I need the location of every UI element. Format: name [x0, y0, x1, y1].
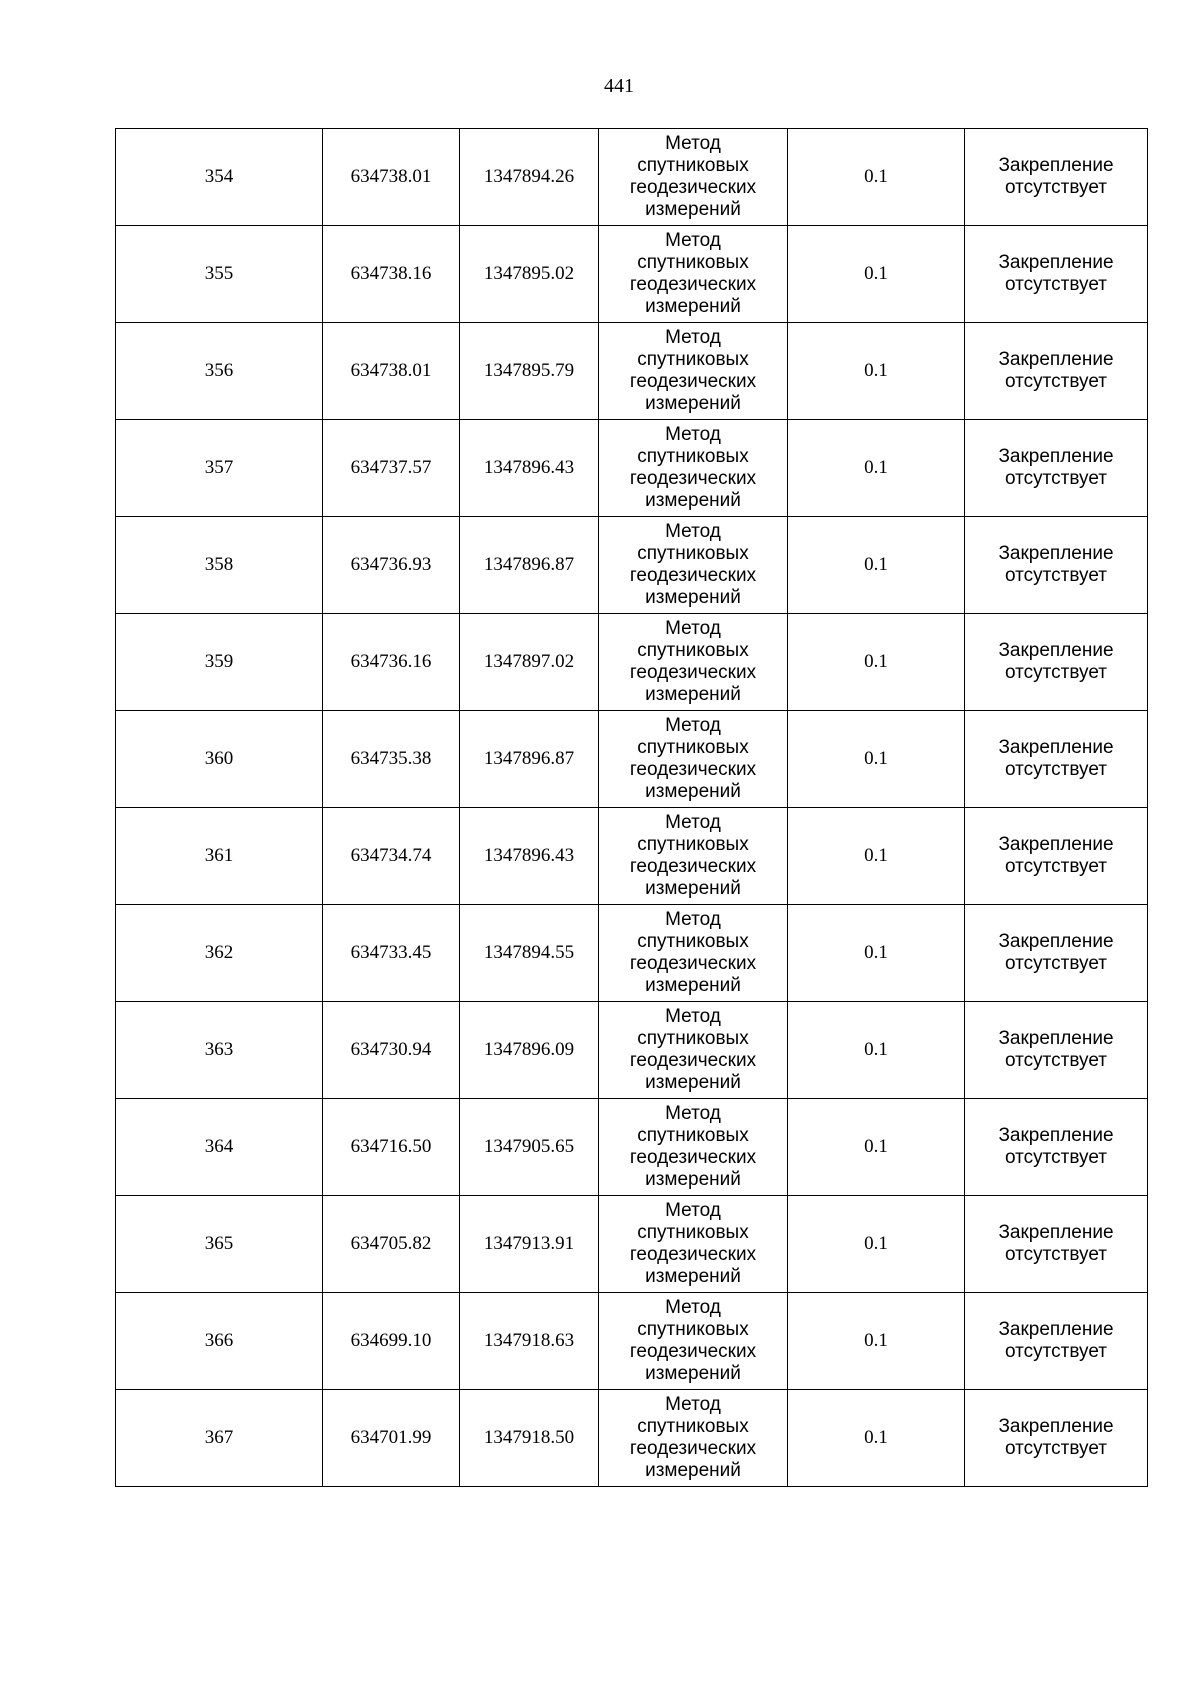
fixing-cell [965, 1390, 1148, 1487]
method-line: спутниковых [637, 1222, 749, 1243]
method-cell [599, 517, 788, 614]
y-coordinate-cell: 1347896.87 [460, 517, 599, 614]
fixing-line: Закрепление [998, 1416, 1114, 1437]
fixing-line: Закрепление [998, 737, 1114, 758]
accuracy-cell: 0.1 [788, 1099, 965, 1196]
fixing-line: отсутствует [1005, 468, 1107, 489]
y-coordinate-cell: 1347918.50 [460, 1390, 599, 1487]
fixing-line: Закрепление [998, 446, 1114, 467]
fixing-cell [965, 129, 1148, 226]
point-number-cell: 354 [116, 129, 323, 226]
table-row [116, 614, 1148, 711]
method-line: геодезических [629, 468, 757, 489]
fixing-line: отсутствует [1005, 759, 1107, 780]
fixing-line: отсутствует [1005, 1341, 1107, 1362]
table-row [116, 1196, 1148, 1293]
fixing-line: Закрепление [998, 1028, 1114, 1049]
method-line: измерений [645, 1072, 741, 1093]
fixing-cell [965, 1196, 1148, 1293]
fixing-cell [965, 420, 1148, 517]
y-coordinate-cell: 1347913.91 [460, 1196, 599, 1293]
fixing-line: отсутствует [1005, 856, 1107, 877]
x-coordinate-cell: 634701.99 [323, 1390, 460, 1487]
method-line: геодезических [629, 759, 757, 780]
fixing-line: Закрепление [998, 1125, 1114, 1146]
method-cell [599, 711, 788, 808]
method-line: измерений [645, 199, 741, 220]
method-cell [599, 323, 788, 420]
point-number-cell: 359 [116, 614, 323, 711]
x-coordinate-cell: 634736.93 [323, 517, 460, 614]
table-row [116, 808, 1148, 905]
method-cell [599, 1293, 788, 1390]
method-line: спутниковых [637, 446, 749, 467]
table-row [116, 905, 1148, 1002]
method-cell [599, 1002, 788, 1099]
fixing-line: отсутствует [1005, 1147, 1107, 1168]
method-cell [599, 129, 788, 226]
method-line: измерений [645, 490, 741, 511]
y-coordinate-cell: 1347894.26 [460, 129, 599, 226]
x-coordinate-cell: 634733.45 [323, 905, 460, 1002]
fixing-line: отсутствует [1005, 177, 1107, 198]
method-line: измерений [645, 975, 741, 996]
point-number-cell: 355 [116, 226, 323, 323]
method-cell [599, 420, 788, 517]
method-line: спутниковых [637, 834, 749, 855]
accuracy-cell: 0.1 [788, 323, 965, 420]
method-line: измерений [645, 1460, 741, 1481]
fixing-cell [965, 1099, 1148, 1196]
method-line: измерений [645, 878, 741, 899]
x-coordinate-cell: 634734.74 [323, 808, 460, 905]
method-line: спутниковых [637, 1319, 749, 1340]
method-line: геодезических [629, 1438, 757, 1459]
point-number-cell: 357 [116, 420, 323, 517]
method-line: спутниковых [637, 1028, 749, 1049]
method-line: Метод [665, 521, 721, 542]
fixing-line: отсутствует [1005, 662, 1107, 683]
x-coordinate-cell: 634730.94 [323, 1002, 460, 1099]
fixing-cell [965, 614, 1148, 711]
method-cell [599, 808, 788, 905]
fixing-cell [965, 517, 1148, 614]
method-line: спутниковых [637, 543, 749, 564]
fixing-cell [965, 905, 1148, 1002]
accuracy-cell: 0.1 [788, 1293, 965, 1390]
y-coordinate-cell: 1347897.02 [460, 614, 599, 711]
method-line: спутниковых [637, 349, 749, 370]
method-line: спутниковых [637, 1416, 749, 1437]
point-number-cell: 362 [116, 905, 323, 1002]
fixing-line: отсутствует [1005, 1050, 1107, 1071]
fixing-line: Закрепление [998, 834, 1114, 855]
fixing-cell [965, 1002, 1148, 1099]
fixing-cell [965, 226, 1148, 323]
method-line: Метод [665, 424, 721, 445]
fixing-line: Закрепление [998, 349, 1114, 370]
accuracy-cell: 0.1 [788, 711, 965, 808]
method-line: геодезических [629, 953, 757, 974]
method-line: измерений [645, 1363, 741, 1384]
accuracy-cell: 0.1 [788, 420, 965, 517]
point-number-cell: 363 [116, 1002, 323, 1099]
method-cell [599, 1196, 788, 1293]
fixing-cell [965, 1293, 1148, 1390]
point-number-cell: 364 [116, 1099, 323, 1196]
method-cell [599, 905, 788, 1002]
y-coordinate-cell: 1347896.43 [460, 420, 599, 517]
method-line: геодезических [629, 565, 757, 586]
fixing-line: отсутствует [1005, 274, 1107, 295]
table-row [116, 226, 1148, 323]
method-line: геодезических [629, 371, 757, 392]
point-number-cell: 356 [116, 323, 323, 420]
method-line: измерений [645, 684, 741, 705]
x-coordinate-cell: 634738.16 [323, 226, 460, 323]
method-line: Метод [665, 230, 721, 251]
x-coordinate-cell: 634735.38 [323, 711, 460, 808]
table-row [116, 711, 1148, 808]
method-line: измерений [645, 393, 741, 414]
fixing-line: отсутствует [1005, 1438, 1107, 1459]
accuracy-cell: 0.1 [788, 808, 965, 905]
method-line: спутниковых [637, 737, 749, 758]
fixing-line: отсутствует [1005, 371, 1107, 392]
method-cell [599, 614, 788, 711]
point-number-cell: 358 [116, 517, 323, 614]
fixing-line: отсутствует [1005, 565, 1107, 586]
x-coordinate-cell: 634738.01 [323, 129, 460, 226]
fixing-line: отсутствует [1005, 953, 1107, 974]
method-line: спутниковых [637, 931, 749, 952]
table-row [116, 129, 1148, 226]
method-cell [599, 1390, 788, 1487]
point-number-cell: 365 [116, 1196, 323, 1293]
fixing-line: Закрепление [998, 543, 1114, 564]
method-line: геодезических [629, 1050, 757, 1071]
table-row [116, 1002, 1148, 1099]
accuracy-cell: 0.1 [788, 905, 965, 1002]
y-coordinate-cell: 1347895.02 [460, 226, 599, 323]
method-line: геодезических [629, 274, 757, 295]
method-line: Метод [665, 909, 721, 930]
point-number-cell: 366 [116, 1293, 323, 1390]
fixing-cell [965, 323, 1148, 420]
x-coordinate-cell: 634736.16 [323, 614, 460, 711]
method-line: спутниковых [637, 252, 749, 273]
method-line: Метод [665, 1006, 721, 1027]
method-line: геодезических [629, 1244, 757, 1265]
y-coordinate-cell: 1347896.43 [460, 808, 599, 905]
coordinates-table [115, 128, 1148, 1487]
method-line: измерений [645, 296, 741, 317]
method-line: спутниковых [637, 640, 749, 661]
y-coordinate-cell: 1347918.63 [460, 1293, 599, 1390]
method-line: Метод [665, 327, 721, 348]
method-line: спутниковых [637, 1125, 749, 1146]
method-line: спутниковых [637, 155, 749, 176]
method-line: геодезических [629, 856, 757, 877]
fixing-line: Закрепление [998, 931, 1114, 952]
method-line: геодезических [629, 177, 757, 198]
method-line: Метод [665, 1200, 721, 1221]
fixing-line: Закрепление [998, 640, 1114, 661]
method-cell [599, 1099, 788, 1196]
table-row [116, 517, 1148, 614]
fixing-line: Закрепление [998, 1319, 1114, 1340]
accuracy-cell: 0.1 [788, 1002, 965, 1099]
method-line: Метод [665, 1394, 721, 1415]
table-row [116, 1099, 1148, 1196]
point-number-cell: 361 [116, 808, 323, 905]
method-cell [599, 226, 788, 323]
method-line: измерений [645, 1169, 741, 1190]
method-line: Метод [665, 133, 721, 154]
method-line: геодезических [629, 1147, 757, 1168]
fixing-line: Закрепление [998, 1222, 1114, 1243]
x-coordinate-cell: 634737.57 [323, 420, 460, 517]
x-coordinate-cell: 634699.10 [323, 1293, 460, 1390]
accuracy-cell: 0.1 [788, 129, 965, 226]
y-coordinate-cell: 1347896.09 [460, 1002, 599, 1099]
fixing-cell [965, 711, 1148, 808]
fixing-line: Закрепление [998, 155, 1114, 176]
method-line: Метод [665, 1103, 721, 1124]
method-line: измерений [645, 1266, 741, 1287]
accuracy-cell: 0.1 [788, 1390, 965, 1487]
accuracy-cell: 0.1 [788, 226, 965, 323]
method-line: геодезических [629, 1341, 757, 1362]
method-line: Метод [665, 1297, 721, 1318]
method-line: Метод [665, 812, 721, 833]
y-coordinate-cell: 1347905.65 [460, 1099, 599, 1196]
table-row [116, 420, 1148, 517]
method-line: Метод [665, 715, 721, 736]
table-row [116, 1293, 1148, 1390]
point-number-cell: 360 [116, 711, 323, 808]
y-coordinate-cell: 1347896.87 [460, 711, 599, 808]
x-coordinate-cell: 634705.82 [323, 1196, 460, 1293]
y-coordinate-cell: 1347895.79 [460, 323, 599, 420]
x-coordinate-cell: 634738.01 [323, 323, 460, 420]
fixing-line: отсутствует [1005, 1244, 1107, 1265]
accuracy-cell: 0.1 [788, 517, 965, 614]
fixing-cell [965, 808, 1148, 905]
fixing-line: Закрепление [998, 252, 1114, 273]
method-line: измерений [645, 781, 741, 802]
method-line: Метод [665, 618, 721, 639]
point-number-cell: 367 [116, 1390, 323, 1487]
accuracy-cell: 0.1 [788, 1196, 965, 1293]
y-coordinate-cell: 1347894.55 [460, 905, 599, 1002]
table-row [116, 323, 1148, 420]
accuracy-cell: 0.1 [788, 614, 965, 711]
page-number: 441 [604, 75, 634, 97]
x-coordinate-cell: 634716.50 [323, 1099, 460, 1196]
table-body [116, 129, 1148, 1487]
table-row [116, 1390, 1148, 1487]
method-line: измерений [645, 587, 741, 608]
method-line: геодезических [629, 662, 757, 683]
